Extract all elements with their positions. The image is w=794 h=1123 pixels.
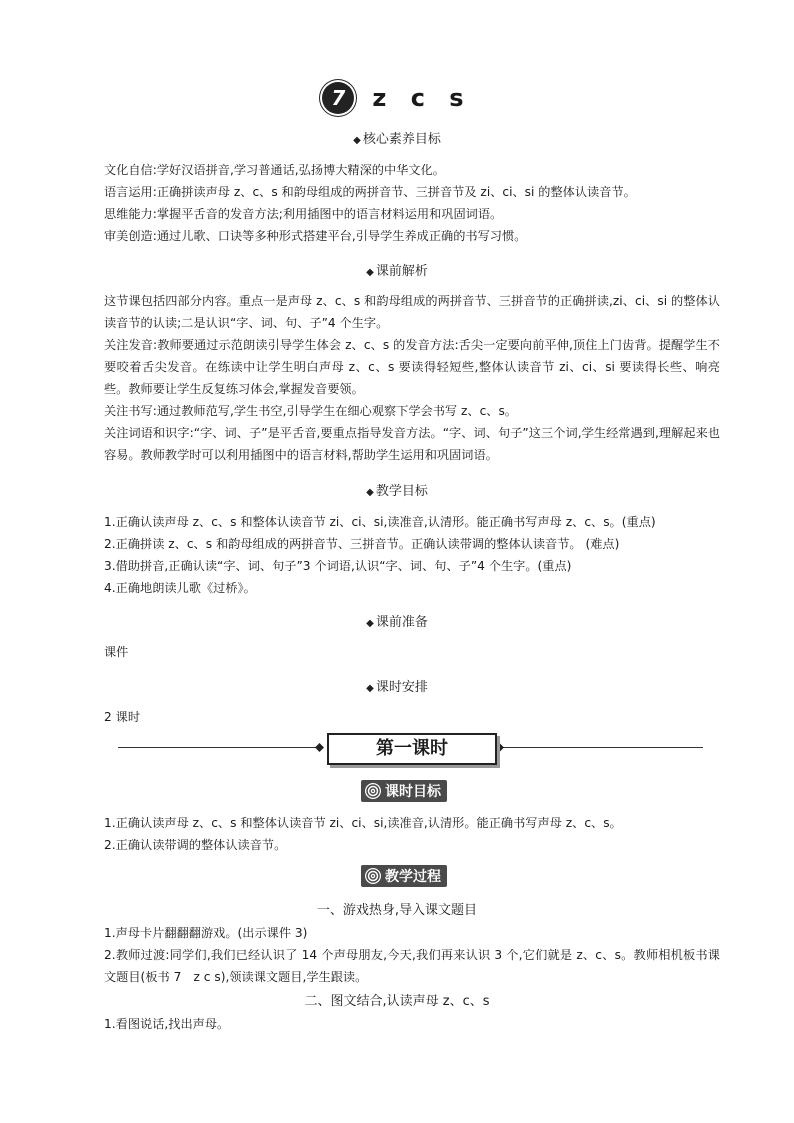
lesson-one-banner: 第一课时 [327, 733, 497, 765]
banner-rule-right [498, 747, 703, 748]
lesson-goal-2: 2.正确认读带调的整体认读音节。 [104, 838, 287, 852]
teaching-goals-heading: ◆ 教学目标 [366, 484, 428, 499]
prep-heading: ◆ 课前准备 [366, 615, 428, 630]
analysis-paragraph-4: 关注词语和识字:“字、词、子”是平舌音,要重点指导发音方法。“字、词、句子”这三个词,学生经常遇到,理解起来也容易。教师教学时可以利用插图中的语言材料,帮助学生运用和巩固词语。 [104, 426, 720, 462]
process-part-2-heading: 二、图文结合,认读声母 z、c、s [304, 994, 490, 1009]
teaching-goal-1: 1.正确认读声母 z、c、s 和整体认读音节 zi、ci、si,读准音,认清形。能正确书写声母 z、c、s。(重点) [104, 515, 656, 529]
teaching-goal-4: 4.正确地朗读儿歌《过桥》。 [104, 581, 256, 595]
schedule-heading: ◆ 课时安排 [366, 680, 428, 695]
diamond-icon: ◆ [366, 267, 374, 278]
diamond-icon: ◆ [353, 135, 361, 146]
diamond-icon: ◆ [366, 683, 374, 694]
core-goals-heading: ◆ 核心素养目标 [353, 132, 441, 147]
lesson-goals-tag: 课时目标 [361, 780, 447, 802]
banner-rule-left [118, 747, 322, 748]
lesson-goal-1: 1.正确认读声母 z、c、s 和整体认读音节 zi、ci、si,读准音,认清形。能正确书写声母 z、c、s。 [104, 816, 622, 830]
teaching-process-tag: 教学过程 [361, 865, 447, 887]
core-goal-language: 语言运用:正确拼读声母 z、c、s 和韵母组成的两拼音节、三拼音节及 zi、ci、si 的整体认读音节。 [104, 185, 636, 199]
core-goal-thinking: 思维能力:掌握平舌音的发音方法;利用插图中的语言材料运用和巩固词语。 [104, 207, 503, 221]
analysis-paragraph-2: 关注发音:教师要通过示范朗读引导学生体会 z、c、s 的发音方法:舌尖一定要向前平伸,顶住上门齿背。提醒学生不要咬着舌尖发音。在练读中让学生明白声母 z、c、s 要读得轻短些,整体认读音节 zi、ci、si 要读得长些、响亮些。教师要让学生反复练习体会,掌握发音要领。 [104, 338, 720, 396]
core-goal-culture: 文化自信:学好汉语拼音,学习普通话,弘扬博大精深的中华文化。 [104, 163, 445, 177]
analysis-heading: ◆ 课前解析 [366, 264, 428, 279]
diamond-icon: ◆ [366, 487, 374, 498]
lesson-number-badge: 7 [322, 82, 354, 114]
analysis-paragraph-3: 关注书写:通过教师范写,学生书空,引导学生在细心观察下学会书写 z、c、s。 [104, 404, 517, 418]
process-part-1-heading: 一、游戏热身,导入课文题目 [316, 903, 478, 918]
teaching-goal-3: 3.借助拼音,正确认读“字、词、句子”3 个词语,认识“字、词、句、子”4 个生字。(重点) [104, 559, 572, 573]
analysis-paragraph-1: 这节课包括四部分内容。重点一是声母 z、c、s 和韵母组成的两拼音节、三拼音节的正确拼读,zi、ci、si 的整体认读音节的认读;二是认识“字、词、句、子”4 个生字。 [104, 294, 720, 330]
lesson-title-text: z c s [372, 84, 472, 112]
target-icon [364, 867, 382, 885]
process-part-1-item-2: 2.教师过渡:同学们,我们已经认识了 14 个声母朋友,今天,我们再来认识 3 个,它们就是 z、c、s。教师相机板书课文题目(板书 7 z c s),领读课文题目,学生跟读。 [104, 948, 720, 984]
diamond-icon: ◆ [366, 618, 374, 629]
teaching-goal-2: 2.正确拼读 z、c、s 和韵母组成的两拼音节、三拼音节。正确认读带调的整体认读音节。 (难点) [104, 537, 620, 551]
banner-dot-left-icon [315, 743, 324, 752]
lesson-title [0, 80, 794, 116]
target-icon [364, 782, 382, 800]
process-part-1-item-1: 1.声母卡片翻翻翻游戏。(出示课件 3) [104, 926, 308, 940]
process-part-2-item-1: 1.看图说话,找出声母。 [104, 1017, 230, 1031]
schedule-text: 2 课时 [104, 710, 141, 724]
prep-text: 课件 [104, 645, 129, 659]
core-goal-aesthetic: 审美创造:通过儿歌、口诀等多种形式搭建平台,引导学生养成正确的书写习惯。 [104, 229, 527, 243]
